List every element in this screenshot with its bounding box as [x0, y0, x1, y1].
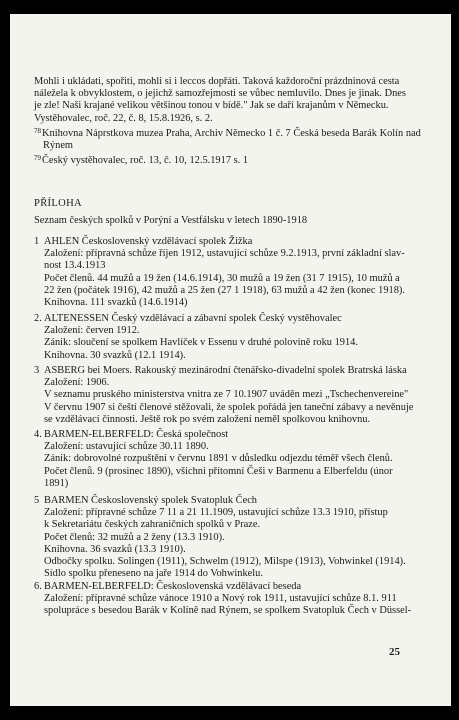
- appendix-header: [34, 198, 428, 227]
- entry-title: BARMEN-ELBERFELD: Česká společnost: [44, 429, 229, 440]
- entry-line: Založení: přípravná schůze říjen 1912, ustavující schůze 9.2.1913, první základní slav-: [44, 248, 405, 260]
- entry-number: 1: [34, 236, 40, 247]
- footnote-78: [34, 125, 428, 140]
- list-item-6: [34, 581, 430, 618]
- list-item-5: [34, 495, 430, 580]
- entry-number: 5: [34, 495, 40, 506]
- entry-line: se vzdělávací činnosti. Ještě rok po svém založení neměl spolkovou knihovnu.: [44, 413, 371, 425]
- footnote-mark: 78: [34, 127, 41, 135]
- entry-line: Odbočky spolku. Solingen (1911), Schwelm (1912), Milspe (1913), Vohwinkel (1914).: [44, 556, 406, 568]
- document-page: [10, 14, 451, 706]
- footnote-text: Český vystěhovalec, roč. 13, č. 10, 12.5.1917 s. 1: [42, 155, 249, 167]
- entry-line: nost 13.4.1913: [44, 260, 106, 272]
- footnotes: [34, 125, 428, 168]
- footnote-78-cont: Rýnem: [43, 140, 74, 152]
- entry-line: Založení: přípravné schůze vánoce 1910 a Nový rok 1911, ustavující schůze 8.1. 911: [44, 593, 397, 605]
- footnote-text: Knihovna Náprstkova muzea Praha, Archiv Německo 1 č. 7 Česká beseda Barák Kolín nad: [42, 128, 421, 139]
- appendix-heading: PŘÍLOHA: [34, 198, 83, 209]
- intro-line: Mohli i ukládati, spořiti, mohli si i leccos dopřáti. Taková každoroční prázdninová cesta: [34, 76, 400, 87]
- list-item-1: [34, 236, 430, 309]
- entry-line: Počet členů: 32 mužů a 2 ženy (13.3 1910).: [44, 531, 225, 543]
- list-item-2: [34, 313, 430, 362]
- entry-line: Sídlo spolku přeneseno na jaře 1914 do Vohwinkelu.: [44, 568, 263, 580]
- page-number: 25: [389, 646, 400, 658]
- entry-title: AHLEN Československý vzdělávací spolek Žižka: [44, 236, 253, 247]
- entry-line: Založení: 1906.: [44, 377, 110, 389]
- footnote-mark: 79: [34, 154, 41, 163]
- entry-line: Zánik: sloučení se spolkem Havlíček v Essenu v druhé polovině roku 1914.: [44, 337, 358, 349]
- entry-number: 6.: [34, 581, 42, 592]
- intro-paragraph: [34, 76, 428, 125]
- entry-line: 22 žen (počátek 1916), 42 mužů a 25 žen (27 1 1918), 63 mužů a 42 žen (konec 1918).: [44, 284, 405, 296]
- entry-line: V červnu 1907 si čeští členové stěžovali, že spolek pořádá jen taneční zábavy a nevěnuje: [44, 401, 414, 413]
- entry-line: Založení: přípravné schůze 7 11 a 21 11.1909, ustavující schůze 13.3 1910, přístup: [44, 507, 388, 519]
- entry-number: 4.: [34, 429, 42, 440]
- entry-title: ASBERG bei Moers. Rakouský mezinárodní čtenářsko-divadelní spolek Bratrská láska: [44, 365, 407, 376]
- entry-line: 1891): [44, 477, 69, 489]
- entry-title: ALTENESSEN Český vzdělávací a zábavní spolek Český vystěhovalec: [44, 313, 342, 324]
- intro-line: je zle! Naši krajané velikou většinou tonou v bídě." Jak se daří krajanům v Německu.: [34, 100, 389, 112]
- entry-line: Založení: červen 1912.: [44, 325, 140, 337]
- entry-title: BARMEN Československý spolek Svatopluk Čech: [44, 495, 258, 506]
- entry-line: Počet členů. 44 mužů a 19 žen (14.6.1914), 30 mužů a 19 žen (31 7 1915), 10 mužů a: [44, 272, 400, 284]
- entry-line: Knihovna. 30 svazků (12.1 1914).: [44, 349, 186, 361]
- appendix-subheading: Seznam českých spolků v Porýní a Vestfálsku v letech 1890-1918: [34, 215, 308, 227]
- footnote-79: [34, 152, 428, 167]
- list-item-3: [34, 365, 430, 426]
- list-item-4: [34, 429, 430, 490]
- entry-line: k Sekretariátu českých zahraničních spolků v Praze.: [44, 519, 261, 531]
- entry-line: Knihovna. 36 svazků (13.3 1910).: [44, 543, 186, 555]
- entry-line: Počet členů. 9 (prosinec 1890), všichni přítomní Češi v Barmenu a Elberfeldu (únor: [44, 465, 393, 477]
- entry-line: Knihovna. 111 svazků (14.6.1914): [44, 297, 188, 309]
- intro-line: náležela k obvyklostem, o jejichž samozřejmosti se vůbec nemluvilo. Dnes je jinak. Dnes: [34, 88, 406, 100]
- entry-line: spolupráce s besedou Barák v Kolíně nad Rýnem, se spolkem Svatopluk Čech v Düssel-: [44, 605, 412, 617]
- entry-line: V seznamu pruského ministerstva vnitra ze 7 10.1907 uváděn mezi „Tschechenvereine": [44, 389, 409, 401]
- entry-title: BARMEN-ELBERFELD: Československá vzdělávací beseda: [44, 581, 302, 592]
- intro-line: Vystěhovalec, roč. 22, č. 8, 15.8.1926, s. 2.: [34, 112, 213, 124]
- entry-number: 3: [34, 365, 40, 376]
- entry-line: Založení: ustavující schůze 30.11 1890.: [44, 441, 209, 453]
- entry-line: Zánik: dobrovolné rozpuštění v červnu 1891 v důsledku odjezdu téměř všech členů.: [44, 453, 393, 465]
- entry-number: 2.: [34, 313, 42, 324]
